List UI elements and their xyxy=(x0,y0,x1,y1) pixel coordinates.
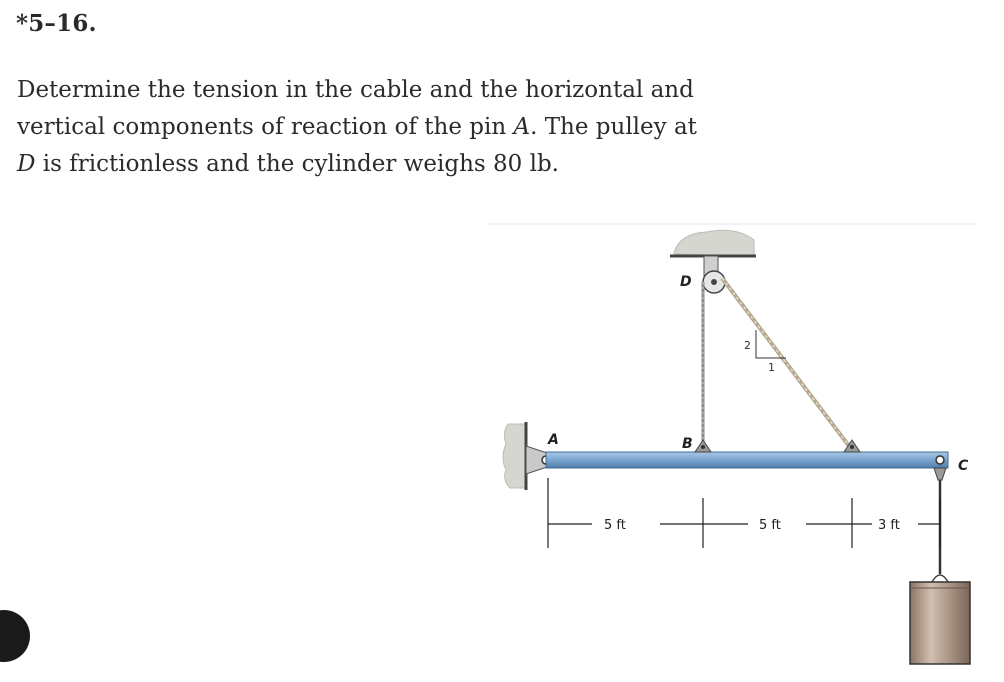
statement-line-2-end: . The pulley at xyxy=(530,114,697,140)
statement-line-2-start: vertical components of reaction of the pin xyxy=(17,114,514,140)
statement-line-3 xyxy=(17,146,817,183)
problem-number: *5–16. xyxy=(16,10,97,37)
pin-label-inline: A xyxy=(513,114,531,140)
wall-support xyxy=(503,422,526,490)
statement-line-2 xyxy=(17,109,817,146)
attachment-b xyxy=(695,440,711,452)
beam-pulley-figure xyxy=(486,218,986,678)
dimension-lines xyxy=(548,478,940,548)
problem-statement xyxy=(17,72,817,183)
end-c xyxy=(934,456,946,480)
beam xyxy=(546,452,948,468)
label-d: D xyxy=(680,274,692,290)
pulley-d xyxy=(703,256,725,293)
label-c: C xyxy=(958,458,969,474)
statement-line-3-end: is frictionless and the cylinder weighs 80 lb. xyxy=(35,151,559,177)
label-b: B xyxy=(682,436,693,452)
dimension-be: 5 ft xyxy=(759,518,781,533)
pulley-label-inline: D xyxy=(17,151,36,177)
label-a: A xyxy=(548,432,559,448)
ceiling-support xyxy=(670,230,756,256)
slope-run-label: 1 xyxy=(768,361,775,374)
slope-rise-label: 2 xyxy=(744,339,751,352)
cylinder xyxy=(910,582,970,664)
dimension-ec: 3 ft xyxy=(878,518,900,533)
statement-line-1: Determine the tension in the cable and the horizontal and xyxy=(17,77,694,103)
dimension-ab: 5 ft xyxy=(604,518,626,533)
edge-badge-icon[interactable] xyxy=(0,610,30,662)
